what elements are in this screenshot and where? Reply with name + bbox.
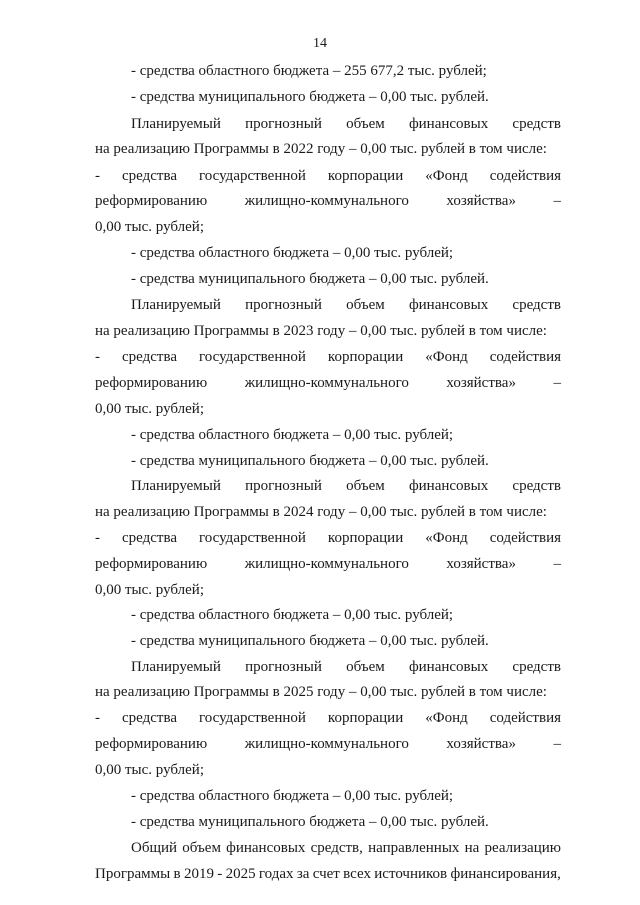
justified-line: [131, 839, 561, 857]
word: жилищно-коммунального: [244, 375, 409, 391]
justified-line: [131, 115, 561, 133]
word: «Фонд: [425, 530, 468, 546]
word: 2019: [183, 866, 214, 882]
word: -: [95, 530, 100, 546]
word: Планируемый: [131, 659, 221, 675]
justified-line: [95, 348, 561, 366]
word: финансовых: [408, 478, 489, 494]
word: –: [553, 556, 561, 572]
word: 2025: [225, 866, 256, 882]
text-line: - средства муниципального бюджета – 0,00 тыс. рублей.: [131, 453, 489, 469]
word: средств: [512, 297, 561, 313]
word: средства: [122, 530, 178, 546]
text-line: - средства областного бюджета – 0,00 тыс. рублей;: [131, 427, 454, 443]
word: хозяйства»: [446, 193, 516, 209]
justified-line: [95, 555, 561, 573]
text-line: - средства областного бюджета – 255 677,2 тыс. рублей;: [131, 63, 487, 79]
word: объем: [346, 116, 385, 132]
word: -: [95, 710, 100, 726]
word: прогнозный: [245, 478, 322, 494]
word: реформированию: [95, 375, 208, 391]
word: государственной: [199, 349, 306, 365]
text-line: на реализацию Программы в 2022 году – 0,00 тыс. рублей в том числе:: [95, 141, 547, 157]
word: -: [95, 168, 100, 184]
word: объем: [346, 478, 385, 494]
word: хозяйства»: [446, 556, 516, 572]
word: содействия: [489, 168, 561, 184]
word: прогнозный: [245, 659, 322, 675]
word: реформированию: [95, 556, 208, 572]
word: корпорации: [327, 530, 404, 546]
text-line: - средства муниципального бюджета – 0,00 тыс. рублей.: [131, 633, 489, 649]
word: на: [464, 840, 480, 856]
word: жилищно-коммунального: [244, 556, 409, 572]
text-line: - средства муниципального бюджета – 0,00 тыс. рублей.: [131, 271, 489, 287]
justified-line: [131, 296, 561, 314]
justified-line: [95, 529, 561, 547]
word: корпорации: [327, 349, 404, 365]
justified-line: [95, 865, 561, 883]
word: финансовых: [226, 840, 306, 856]
word: «Фонд: [425, 349, 468, 365]
word: объем: [346, 297, 385, 313]
word: Программы: [95, 866, 171, 882]
word: за: [296, 866, 310, 882]
word: –: [553, 736, 561, 752]
word: реформированию: [95, 193, 208, 209]
text-line: - средства муниципального бюджета – 0,00 тыс. рублей.: [131, 89, 489, 105]
word: прогнозный: [245, 116, 322, 132]
word: –: [553, 375, 561, 391]
text-line: - средства областного бюджета – 0,00 тыс. рублей;: [131, 607, 454, 623]
word: государственной: [199, 168, 306, 184]
word: средства: [122, 710, 178, 726]
word: содействия: [489, 349, 561, 365]
word: «Фонд: [425, 710, 468, 726]
word: реализацию: [484, 840, 561, 856]
text-line: - средства областного бюджета – 0,00 тыс. рублей;: [131, 245, 454, 261]
word: корпорации: [327, 710, 404, 726]
text-line: - средства областного бюджета – 0,00 тыс. рублей;: [131, 788, 454, 804]
word: государственной: [199, 710, 306, 726]
justified-line: [131, 658, 561, 676]
text-line: на реализацию Программы в 2025 году – 0,00 тыс. рублей в том числе:: [95, 684, 547, 700]
word: Планируемый: [131, 116, 221, 132]
justified-line: [95, 374, 561, 392]
page-number: 14: [313, 36, 327, 51]
word: финансовых: [408, 659, 489, 675]
word: финансовых: [408, 116, 489, 132]
word: жилищно-коммунального: [244, 193, 409, 209]
word: хозяйства»: [446, 375, 516, 391]
word: средства: [122, 168, 178, 184]
word: «Фонд: [425, 168, 468, 184]
text-line: 0,00 тыс. рублей;: [95, 401, 204, 417]
word: Планируемый: [131, 478, 221, 494]
word: всех: [343, 866, 371, 882]
word: Планируемый: [131, 297, 221, 313]
word: Общий: [131, 840, 178, 856]
word: счет: [312, 866, 340, 882]
word: финансовых: [408, 297, 489, 313]
word: жилищно-коммунального: [244, 736, 409, 752]
text-line: на реализацию Программы в 2023 году – 0,00 тыс. рублей в том числе:: [95, 323, 547, 339]
text-line: 0,00 тыс. рублей;: [95, 762, 204, 778]
word: объем: [182, 840, 221, 856]
text-line: на реализацию Программы в 2024 году – 0,00 тыс. рублей в том числе:: [95, 504, 547, 520]
word: государственной: [199, 530, 306, 546]
justified-line: [95, 192, 561, 210]
justified-line: [131, 477, 561, 495]
word: –: [553, 193, 561, 209]
word: финансирования,: [450, 866, 561, 882]
word: в: [173, 866, 181, 882]
word: направленных: [368, 840, 460, 856]
justified-line: [95, 735, 561, 753]
word: корпорации: [327, 168, 404, 184]
justified-line: [95, 709, 561, 727]
word: средств: [512, 478, 561, 494]
word: средств: [512, 659, 561, 675]
word: -: [217, 866, 223, 882]
word: средств,: [310, 840, 363, 856]
word: хозяйства»: [446, 736, 516, 752]
word: прогнозный: [245, 297, 322, 313]
text-line: 0,00 тыс. рублей;: [95, 219, 204, 235]
word: годах: [258, 866, 294, 882]
text-line: - средства муниципального бюджета – 0,00 тыс. рублей.: [131, 814, 489, 830]
justified-line: [95, 167, 561, 185]
word: средств: [512, 116, 561, 132]
text-line: 0,00 тыс. рублей;: [95, 582, 204, 598]
word: источников: [374, 866, 448, 882]
word: -: [95, 349, 100, 365]
word: реформированию: [95, 736, 208, 752]
word: средства: [122, 349, 178, 365]
word: объем: [346, 659, 385, 675]
word: содействия: [489, 530, 561, 546]
word: содействия: [489, 710, 561, 726]
